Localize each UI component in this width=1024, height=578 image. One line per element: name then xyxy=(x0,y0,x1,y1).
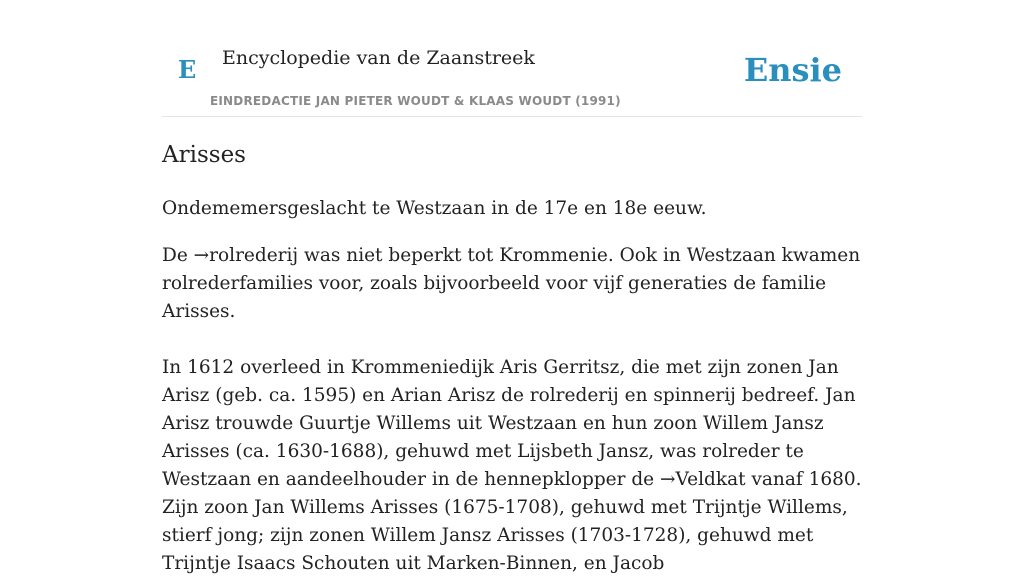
site-header xyxy=(162,0,862,117)
site-title[interactable]: Encyclopedie van de Zaanstreek xyxy=(222,47,535,69)
article-paragraph xyxy=(162,354,864,578)
cross-reference-link-veldkat[interactable]: →Veldkat xyxy=(660,469,746,490)
editors-credit: EINDREDACTIE JAN PIETER WOUDT & KLAAS WOUDT (1991) xyxy=(210,94,621,108)
paragraph-text: vanaf 1680. Zijn zoon Jan Willems Arisses (1675-1708), gehuwd met Trijntje Willems, stierf jong; zijn zonen Willem Jansz Arisses (1703-1728), gehuwd met Trijntje Isaacs Schouten uit Marken-Binnen, en Jacob xyxy=(162,469,862,574)
paragraph-text: De xyxy=(162,245,194,266)
article-lead: Ondememersgeslacht te Westzaan in de 17e en 18e eeuw. xyxy=(162,198,707,219)
brand-logo-link[interactable]: Ensie xyxy=(743,51,842,89)
article-paragraph xyxy=(162,242,864,326)
cross-reference-link-rolrederij[interactable]: →rolrederij xyxy=(193,245,299,266)
article-title: Arisses xyxy=(162,142,246,168)
paragraph-text: was niet beperkt tot Krommenie. Ook in Westzaan kwamen rolrederfamilies voor, zoals bijvoorbeeld voor vijf generaties de familie Arisses. xyxy=(162,245,861,322)
paragraph-text: In 1612 overleed in Krommeniedijk Aris Gerritsz, die met zijn zonen Jan Arisz (geb. ca. 1595) en Arian Arisz de rolrederij en spinnerij bedreef. Jan Arisz trouwde Guurtje Willems uit Westzaan en hun zoon Willem Jansz Arisses (ca. 1630-1688), gehuwd met Lijsbeth Jansz, was rolreder te Westzaan en aandeelhouder in de hennepklopper de xyxy=(162,357,856,490)
site-logo[interactable]: E xyxy=(178,55,197,84)
article xyxy=(162,140,864,578)
